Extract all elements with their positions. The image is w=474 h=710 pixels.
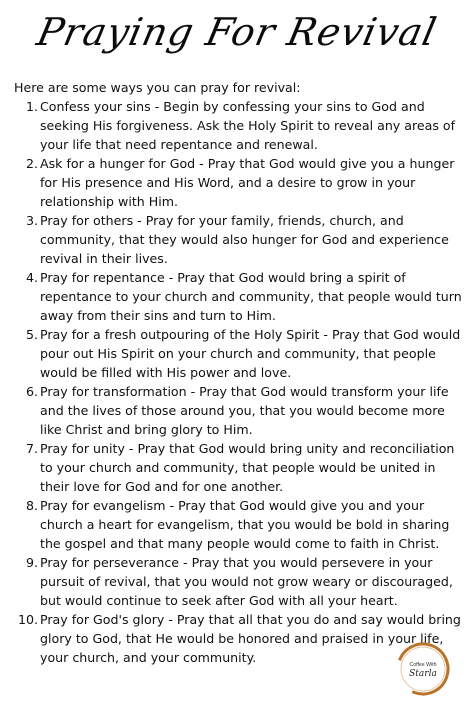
list-item-number: 7.	[25, 441, 38, 456]
list-item	[14, 325, 464, 382]
list-item-text: Pray for transformation - Pray that God would transform your life and the lives of those around you, that you would become more like Christ and bring glory to Him.	[40, 384, 449, 437]
logo-line2: Starla	[409, 669, 437, 679]
list-item-text: Pray for unity - Pray that God would bring unity and reconciliation to your church and community, that people would be united in their love for God and for one another.	[40, 441, 455, 494]
revival-prayer-list	[14, 97, 464, 667]
page-title: Praying For Revival	[33, 10, 441, 54]
list-item-number: 9.	[25, 555, 38, 570]
list-item-number: 1.	[25, 99, 38, 114]
list-item-text: Ask for a hunger for God - Pray that God would give you a hunger for His presence and His Word, and a desire to grow in your relationship with Him.	[40, 156, 455, 209]
list-item	[14, 496, 464, 553]
list-item-number: 5.	[25, 327, 38, 342]
list-item-number: 8.	[25, 498, 38, 513]
coffee-with-starla-logo	[394, 640, 452, 698]
list-item-text: Confess your sins - Begin by confessing your sins to God and seeking His forgiveness. Ask the Holy Spirit to reveal any areas of your life that need repentance and renewal.	[40, 99, 456, 152]
list-item-text: Pray for God's glory - Pray that all that you do and say would bring glory to God, that He would be honored and praised in your life, your church, and your community.	[40, 612, 461, 665]
list-item-text: Pray for perseverance - Pray that you would persevere in your pursuit of revival, that you would not grow weary or discouraged, but would continue to seek after God with all your heart.	[40, 555, 453, 608]
logo-line1: Coffee With	[409, 662, 437, 668]
list-item-number: 10.	[17, 612, 38, 627]
list-item-number: 4.	[25, 270, 38, 285]
list-item	[14, 382, 464, 439]
list-item	[14, 211, 464, 268]
list-item-text: Pray for evangelism - Pray that God would give you and your church a heart for evangelism, that you would be bold in sharing the gospel and that many people would come to faith in Christ.	[40, 498, 450, 551]
list-item	[14, 553, 464, 610]
list-item	[14, 268, 464, 325]
list-item-text: Pray for repentance - Pray that God would bring a spirit of repentance to your church and community, that people would turn away from their sins and turn to Him.	[40, 270, 462, 323]
list-item-number: 2.	[25, 156, 38, 171]
list-item	[14, 154, 464, 211]
list-item	[14, 97, 464, 154]
list-item-text: Pray for a fresh outpouring of the Holy Spirit - Pray that God would pour out His Spirit on your church and community, that people would be filled with His power and love.	[40, 327, 461, 380]
list-item	[14, 439, 464, 496]
list-item-number: 3.	[25, 213, 38, 228]
list-item-text: Pray for others - Pray for your family, friends, church, and community, that they would also hunger for God and experience revival in their lives.	[40, 213, 449, 266]
intro-text: Here are some ways you can pray for revival:	[14, 80, 301, 95]
list-item-number: 6.	[25, 384, 38, 399]
